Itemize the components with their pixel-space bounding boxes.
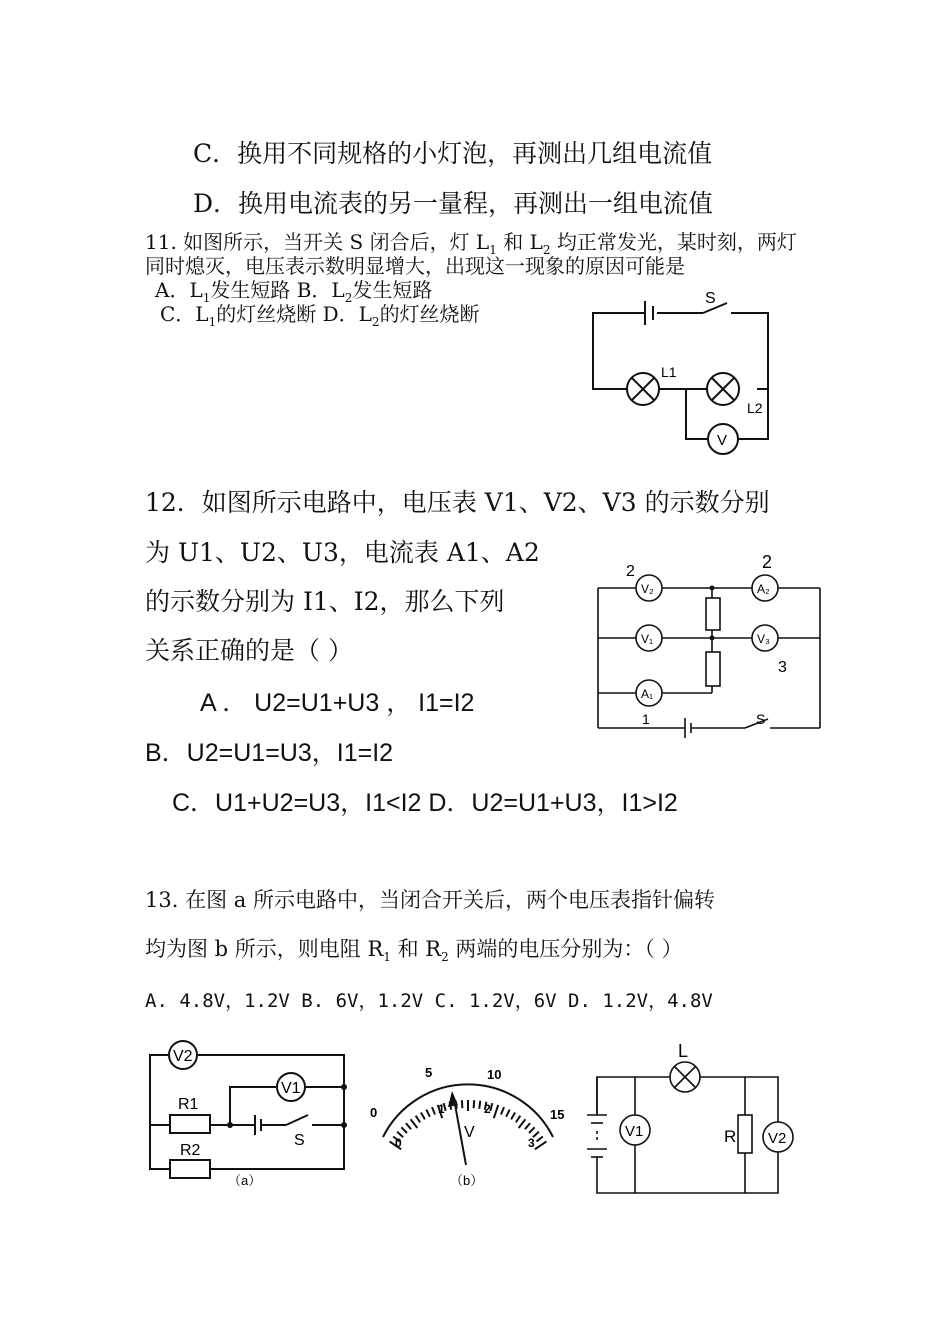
q11-switch-label: S — [705, 290, 716, 307]
dial-tick — [501, 1107, 504, 1114]
q13a-r2: R2 — [180, 1142, 201, 1159]
dial-tick — [474, 1100, 475, 1108]
q13b-inner-1: 1 — [438, 1102, 445, 1116]
q11-lamp2-label: L2 — [747, 400, 763, 416]
q12-stem-line4: 关系正确的是（ ） — [145, 636, 353, 665]
q12-fig-mark-2b: 2 — [762, 552, 773, 572]
q13c-lamp-label: L — [678, 1041, 689, 1061]
dial-tick — [537, 1136, 543, 1141]
q12-options-cd: C．U1+U2=U3，I1<I2 D．U2=U1+U3，I1>I2 — [172, 789, 678, 817]
dial-tick — [535, 1141, 547, 1149]
dial-tick — [479, 1101, 480, 1109]
q11-lamp1-label: L1 — [661, 364, 677, 380]
dial-tick — [421, 1112, 425, 1119]
q12-option-b: B．U2=U1=U3，I1=I2 — [145, 739, 394, 767]
q13a-v1: V1 — [281, 1080, 301, 1097]
q13-figure-b — [368, 1055, 573, 1190]
q13b-inner-2: 2 — [484, 1102, 491, 1116]
q13-figure-c — [585, 1035, 805, 1200]
q12-fig-v1: V₁ — [641, 632, 654, 646]
q11-circuit-diagram — [585, 285, 785, 465]
q13-figure-a — [140, 1035, 355, 1195]
dial-tick — [525, 1123, 530, 1129]
dial-tick — [494, 1105, 498, 1118]
q12-fig-mark-3: 3 — [778, 659, 787, 676]
q12-stem-line3: 的示数分别为 I1、I2，那么下列 — [145, 587, 505, 616]
dial-tick — [462, 1100, 463, 1108]
dial-tick — [416, 1116, 420, 1123]
q13a-v2: V2 — [173, 1048, 193, 1065]
q10-option-d: D．换用电流表的另一量程，再测出一组电流值 — [193, 189, 714, 218]
dial-tick — [401, 1127, 407, 1133]
dial-tick — [406, 1123, 411, 1129]
q11-options-ab: A．$L_1$发生短路 B．$L_2$发生短路 — [155, 278, 433, 305]
q12-fig-v3: V₃ — [757, 632, 770, 646]
dial-tick — [432, 1107, 435, 1114]
dial-tick — [511, 1112, 515, 1119]
q12-fig-a1: A₁ — [641, 687, 654, 701]
q13-stem-line1: 13. 在图 a 所示电路中，当闭合开关后，两个电压表指针偏转 — [145, 888, 715, 912]
q11-stem-line1: 11. 如图所示，当开关 S 闭合后，灯 $L_1$ 和 $L_2$ 均正常发光，某时刻，两灯 — [145, 230, 797, 257]
q12-option-a: A ． U2=U1+U3 ， I1=I2 — [200, 689, 475, 717]
q11-voltmeter-label: V — [717, 432, 728, 449]
q13b-scale-10: 10 — [487, 1067, 502, 1082]
q10-option-c: C．换用不同规格的小灯泡，再测出几组电流值 — [193, 139, 713, 168]
dial-tick — [519, 1119, 526, 1128]
q12-fig-mark-2a: 2 — [626, 563, 635, 580]
q13a-r1: R1 — [178, 1096, 199, 1113]
q13b-inner-3: 3 — [528, 1136, 535, 1150]
q13b-inner-0: 0 — [395, 1136, 402, 1150]
q12-fig-switch: S — [756, 711, 766, 727]
q12-fig-mark-1: 1 — [642, 711, 650, 727]
q12-stem-line1: 12．如图所示电路中，电压表 V1、V2、V3 的示数分别 — [145, 488, 770, 517]
q13a-switch: S — [294, 1132, 305, 1149]
q12-fig-a2: A₂ — [757, 582, 770, 596]
dial-tick — [506, 1110, 510, 1117]
q11-stem-line2: 同时熄灭，电压表示数明显增大，出现这一现象的原因可能是 — [145, 254, 685, 278]
q12-stem-line2: 为 U1、U2、U3，电流表 A1、A2 — [145, 538, 540, 567]
q13a-caption: （a） — [228, 1173, 262, 1188]
q13-stem-line2: 均为图 b 所示，则电阻 $R_1$ 和 $R_2$ 两端的电压分别为：（ ） — [145, 937, 683, 965]
q13c-v1: V1 — [625, 1123, 644, 1140]
q13b-caption: （b） — [450, 1173, 484, 1188]
q13b-unit: V — [464, 1124, 475, 1141]
dial-tick — [426, 1110, 430, 1117]
dial-tick — [529, 1127, 535, 1133]
q13c-r: R — [724, 1127, 737, 1146]
q12-circuit-diagram — [590, 548, 830, 738]
q13b-scale-0: 0 — [370, 1105, 378, 1120]
dial-tick — [411, 1119, 418, 1128]
q13b-scale-15: 15 — [550, 1107, 565, 1122]
q13b-scale-5: 5 — [425, 1065, 433, 1080]
q12-fig-v2: V₂ — [641, 582, 654, 596]
q13-options: A. 4.8V，1.2V B. 6V，1.2V C. 1.2V，6V D. 1.2V，4.8V — [145, 990, 713, 1012]
dial-tick — [516, 1116, 520, 1123]
q11-options-cd: C．$L_1$的灯丝烧断 D．$L_2$的灯丝烧断 — [160, 302, 480, 329]
q13c-v2: V2 — [768, 1130, 787, 1147]
